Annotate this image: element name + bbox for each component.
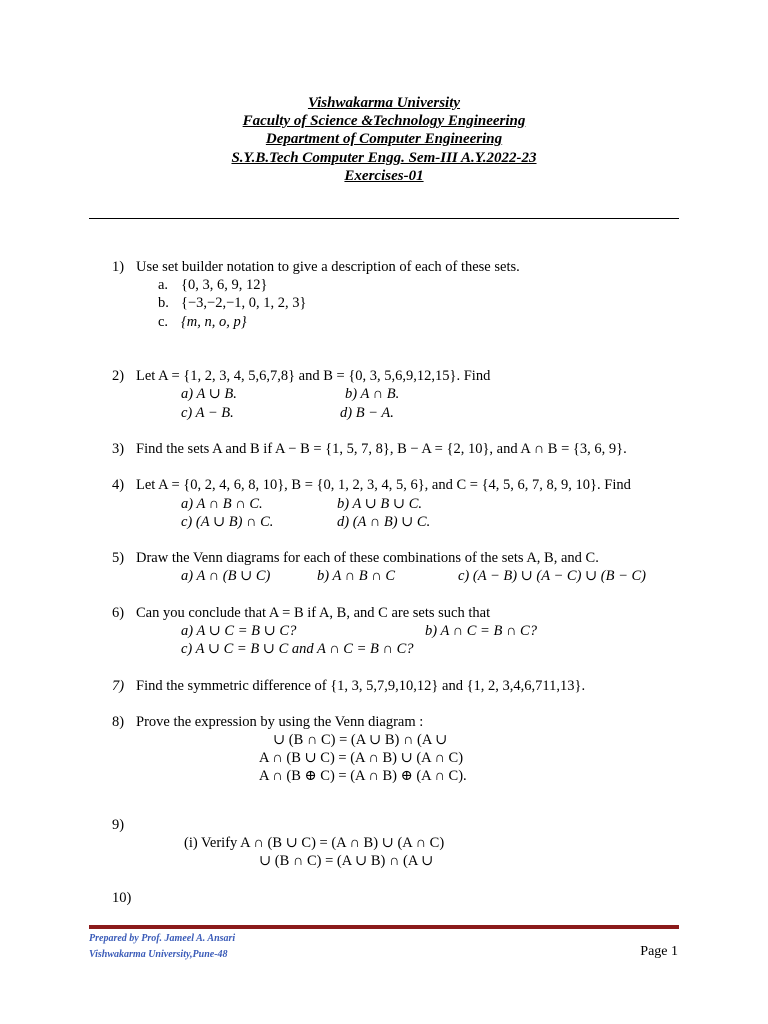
q1-c-text: {m, n, o, p}: [181, 314, 247, 330]
q10-number: 10): [112, 890, 132, 906]
q4-part-c: c) (A ∪ B) ∩ C.: [181, 514, 274, 530]
footer-bar: [89, 925, 679, 929]
q7-number: 7): [112, 678, 125, 694]
q8-expression-2: A ∩ (B ∪ C) = (A ∩ B) ∪ (A ∩ C): [259, 750, 464, 766]
q1-text: Use set builder notation to give a description of each of these sets.: [136, 259, 520, 275]
page-number: Page 1: [640, 944, 678, 959]
q6-part-b: b) A ∩ C = B ∩ C?: [425, 623, 537, 639]
q2-text: Let A = {1, 2, 3, 4, 5,6,7,8} and B = {0, 3, 5,6,9,12,15}. Find: [136, 368, 491, 384]
q8-expression-1: ∪ (B ∩ C) = (A ∪ B) ∩ (A ∪: [273, 732, 448, 748]
q4-part-a: a) A ∩ B ∩ C.: [181, 496, 263, 512]
q5-part-b: b) A ∩ B ∩ C: [317, 568, 396, 584]
q2-part-d: d) B − A.: [340, 405, 394, 421]
q1-a-label: a.: [158, 277, 169, 293]
q4-text: Let A = {0, 2, 4, 6, 8, 10}, B = {0, 1, 2, 3, 4, 5, 6}, and C = {4, 5, 6, 7, 8, 9, 10}. Find: [136, 477, 631, 493]
q2-part-c: c) A − B.: [181, 405, 234, 421]
q1-b-text: {−3,−2,−1, 0, 1, 2, 3}: [181, 295, 307, 311]
q1-a-text: {0, 3, 6, 9, 12}: [181, 277, 268, 293]
q3-text: Find the sets A and B if A − B = {1, 5, 7, 8}, B − A = {2, 10}, and A ∩ B = {3, 6, 9}.: [136, 441, 627, 457]
q8-expression-3: A ∩ (B ⊕ C) = (A ∩ B) ⊕ (A ∩ C).: [259, 768, 467, 784]
q4-part-d: d) (A ∩ B) ∪ C.: [337, 514, 431, 530]
q9-number: 9): [112, 817, 125, 833]
q8-text: Prove the expression by using the Venn diagram :: [136, 714, 424, 730]
q1-b-label: b.: [158, 295, 169, 311]
q7-text: Find the symmetric difference of {1, 3, 5,7,9,10,12} and {1, 2, 3,4,6,711,13}.: [136, 678, 586, 694]
q4-part-b: b) A ∪ B ∪ C.: [337, 496, 422, 512]
q1-number: 1): [112, 259, 125, 275]
q6-text: Can you conclude that A = B if A, B, and C are sets such that: [136, 605, 491, 621]
q5-text: Draw the Venn diagrams for each of these combinations of the sets A, B, and C.: [136, 550, 599, 566]
q9-expression-1: (i) Verify A ∩ (B ∪ C) = (A ∩ B) ∪ (A ∩ C): [184, 835, 445, 851]
footer-address: Vishwakarma University,Pune-48: [89, 949, 228, 960]
q8-number: 8): [112, 714, 125, 730]
q2-part-b: b) A ∩ B.: [345, 386, 400, 402]
q5-part-a: a) A ∩ (B ∪ C): [181, 568, 271, 584]
q2-number: 2): [112, 368, 125, 384]
course-title: S.Y.B.Tech Computer Engg. Sem-III A.Y.2022-23: [231, 150, 537, 166]
q6-part-c: c) A ∪ C = B ∪ C and A ∩ C = B ∩ C?: [181, 641, 414, 657]
faculty-title: Faculty of Science &Technology Engineering: [242, 113, 526, 129]
department-title: Department of Computer Engineering: [265, 131, 503, 147]
q5-part-c: c) (A − B) ∪ (A − C) ∪ (B − C): [458, 568, 647, 584]
q5-number: 5): [112, 550, 125, 566]
footer-prepared-by: Prepared by Prof. Jameel A. Ansari: [89, 933, 236, 944]
q2-part-a: a) A ∪ B.: [181, 386, 237, 402]
q1-c-label: c.: [158, 314, 169, 330]
q6-number: 6): [112, 605, 125, 621]
q4-number: 4): [112, 477, 125, 493]
university-title: Vishwakarma University: [307, 95, 461, 111]
exercise-title: Exercises-01: [344, 168, 424, 184]
header-divider: [89, 218, 679, 219]
q9-expression-2: ∪ (B ∩ C) = (A ∪ B) ∩ (A ∪: [259, 853, 434, 869]
q6-part-a: a) A ∪ C = B ∪ C?: [181, 623, 297, 639]
q3-number: 3): [112, 441, 125, 457]
